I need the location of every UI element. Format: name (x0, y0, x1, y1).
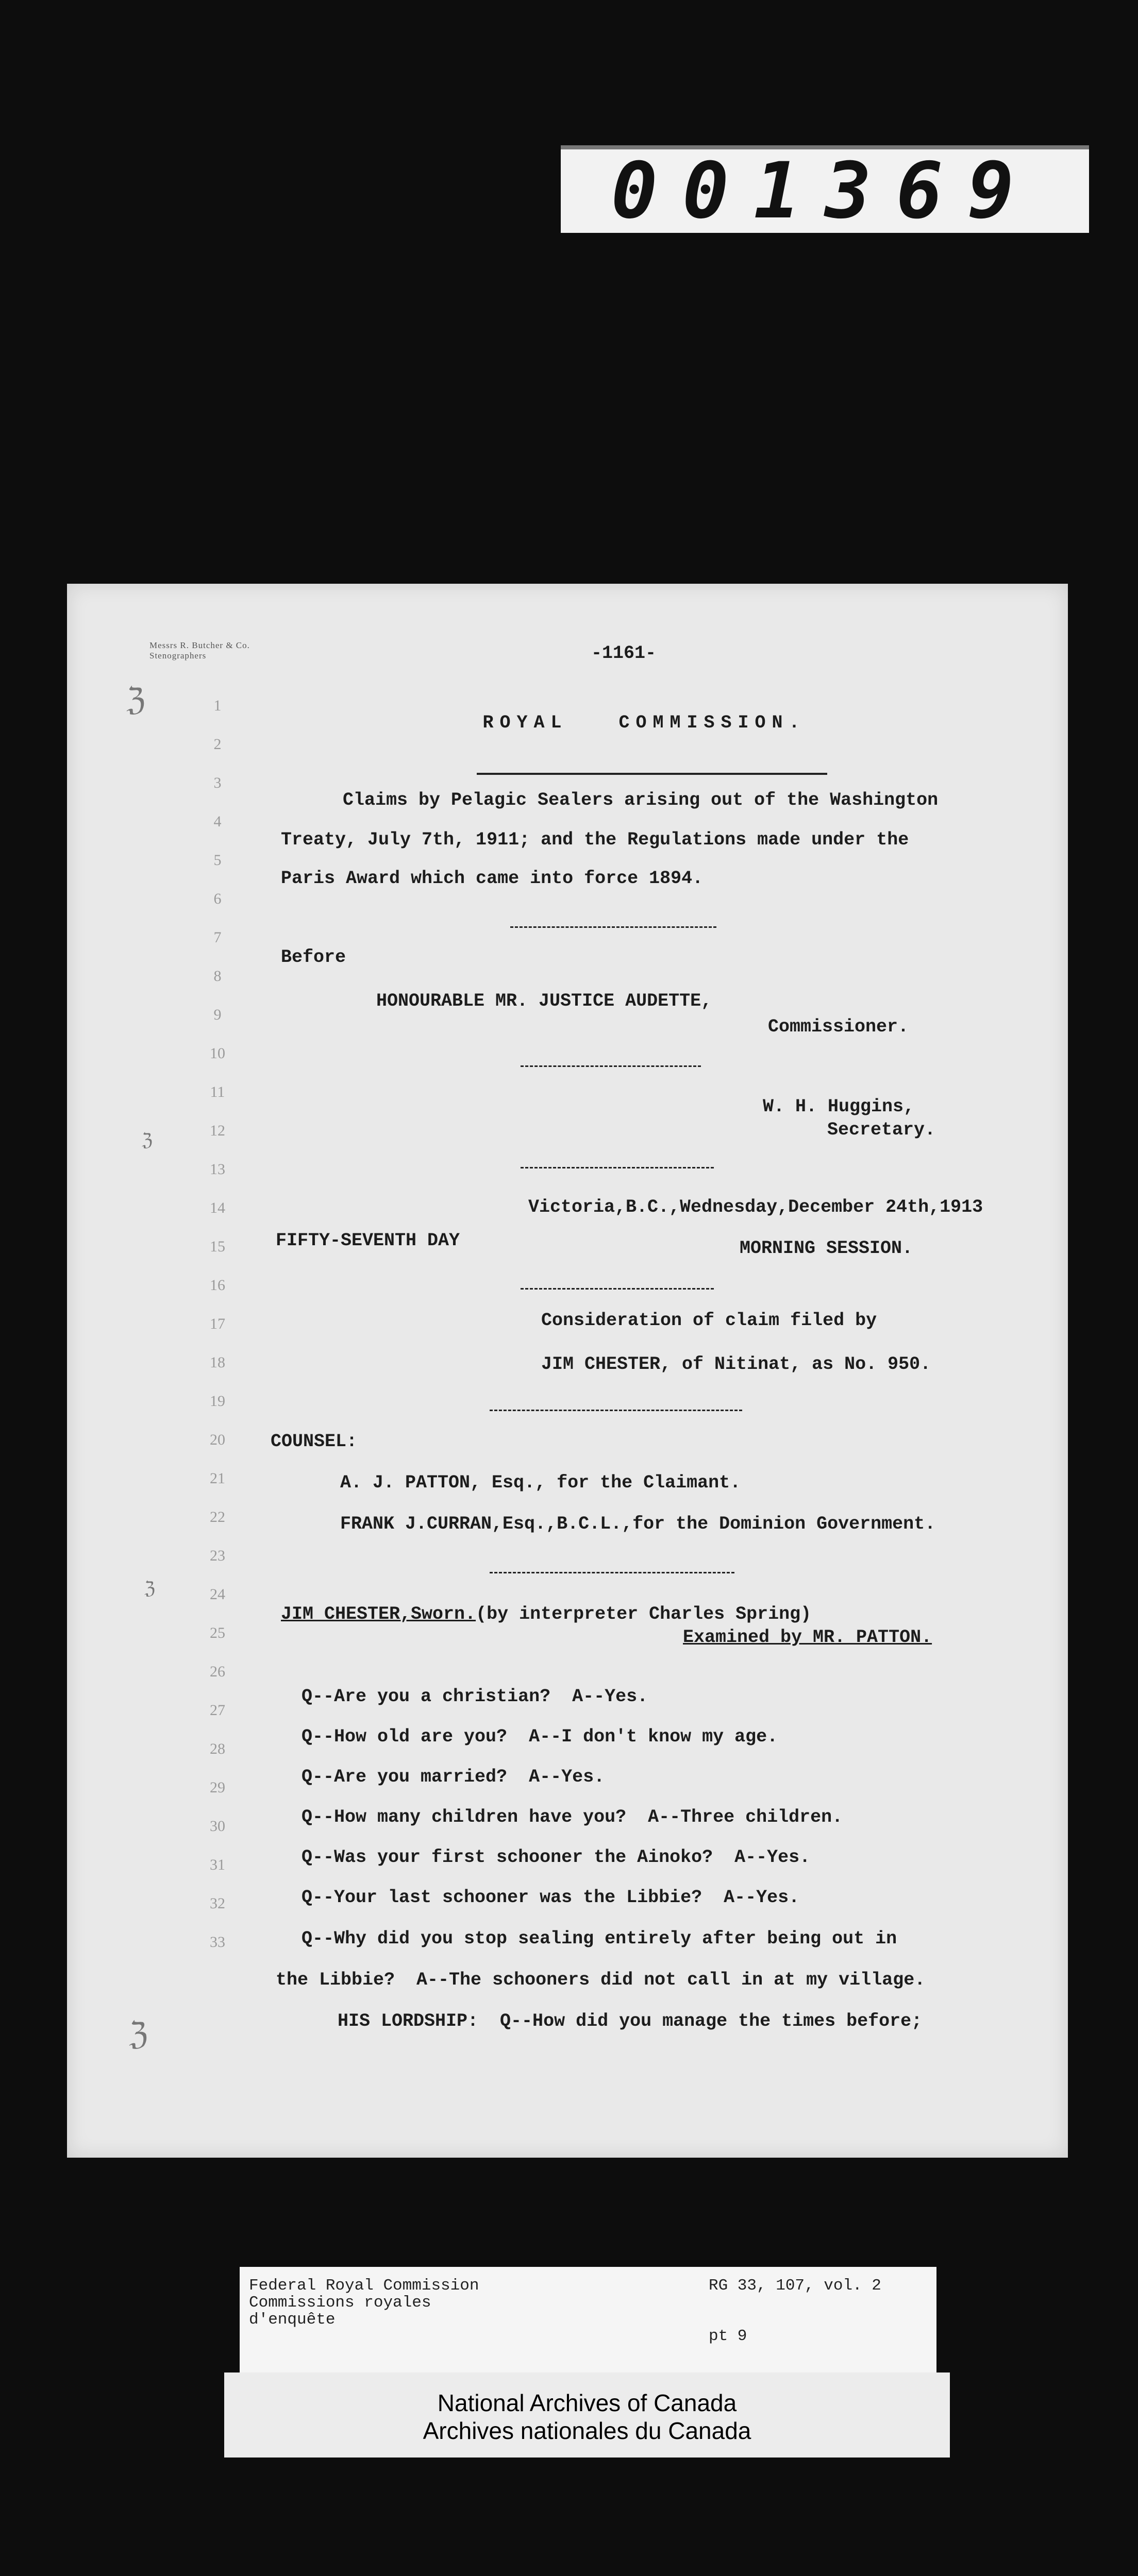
witness-line (281, 1604, 811, 1624)
line-number: 3 (213, 774, 222, 791)
archive-name-fr: Archives nationales du Canada (423, 2417, 751, 2444)
line-number: 11 (210, 1083, 225, 1100)
line-number: 2 (213, 736, 222, 753)
consideration-line: Consideration of claim filed by (541, 1310, 877, 1331)
commissioner-title: Commissioner. (768, 1016, 909, 1037)
line-number: 5 (213, 852, 222, 869)
consideration-line: JIM CHESTER, of Nitinat, as No. 950. (541, 1354, 931, 1375)
label-line: Federal Royal Commission (249, 2277, 479, 2295)
frame-number: 001369 (611, 146, 1039, 236)
line-number: 25 (210, 1624, 225, 1641)
line-number: 21 (210, 1470, 225, 1487)
line-number: 7 (213, 929, 222, 946)
dashed-separator (490, 1410, 742, 1411)
line-number: 9 (213, 1006, 222, 1023)
archive-reference: RG 33, 107, vol. 2 (709, 2277, 881, 2295)
line-number: 19 (210, 1393, 225, 1410)
dashed-separator (521, 1065, 701, 1067)
secretary-name: W. H. Huggins, (763, 1096, 915, 1117)
qa-line: Q--How many children have you? A--Three children. (302, 1807, 843, 1827)
line-number: 29 (210, 1779, 225, 1796)
document-page: Messrs R. Butcher & Co. Stenographers ℨ ℨ ℨ ℨ -1161- ROYAL COMMISSION. 1 2 3 4 5 6 7 8 9 10 11 12 13 14 15 16 17 18 19 20 21 22 23 24 25 26 27 28 29 30 31 32 33 Claims by Pelagic Sealers arising out of the Washington Treaty, July 7th, 1911; and the Regulations made under the Paris Award which came into force 1894. Before HONOURABLE MR. JUSTICE AUDETTE, Commissioner. W. H. Huggins, Secretary. Victoria,B.C.,Wednesday,December 24th,1913 FIFTY-SEVENTH DAY MORNING SESSION. Consideration of claim filed by JIM CHESTER, of Nitinat, as No. 950. COUNSEL: A. J. PATTON, Esq., for the Claimant. FRANK J.CURRAN,Esq.,B.C.L.,for the Dominion Government. JIM CHESTER,Sworn.(by interpreter Charles Spring) Examined by MR. PATTON. Q--Are you a christian? A--Yes. Q--How old are you? A--I don't know my age. Q--Are you married? A--Yes. Q--How many children have you? A--Three children. Q--Was your first schooner the Ainoko? A--Yes. Q--Your last schooner was the Libbie? A--Yes. Q--Why did you stop sealing entirely after being out in the Libbie? A--The schooners did not call in at my village. HIS LORDSHIP: Q--How did you manage the times before; (67, 584, 1068, 2158)
line-number: 32 (210, 1895, 225, 1912)
line-number: 24 (210, 1586, 225, 1603)
dashed-separator (521, 1167, 714, 1168)
line-number: 10 (210, 1045, 225, 1062)
counsel-label: COUNSEL: (271, 1431, 358, 1452)
claims-line: Paris Award which came into force 1894. (281, 868, 704, 889)
interpreter-note: (by interpreter Charles Spring) (476, 1604, 812, 1624)
dashed-separator (510, 926, 716, 928)
before-label: Before (281, 947, 346, 968)
qa-line: Q--Was your first schooner the Ainoko? A--Yes. (302, 1847, 811, 1868)
line-number: 4 (213, 813, 222, 830)
line-number: 22 (210, 1509, 225, 1526)
line-number: 17 (210, 1315, 225, 1332)
line-number: 30 (210, 1818, 225, 1835)
qa-line: Q--Are you married? A--Yes. (302, 1767, 605, 1787)
judge-name: HONOURABLE MR. JUSTICE AUDETTE, (376, 991, 712, 1011)
margin-hole-mark: ℨ (129, 2016, 148, 2052)
line-number: 27 (210, 1702, 225, 1719)
line-number: 26 (210, 1663, 225, 1680)
qa-line: Q--Are you a christian? A--Yes. (302, 1686, 648, 1707)
counsel-entry: A. J. PATTON, Esq., for the Claimant. (340, 1472, 741, 1493)
claims-line: Claims by Pelagic Sealers arising out of the Washington (343, 790, 939, 810)
line-number: 12 (210, 1122, 225, 1139)
archive-name-en: National Archives of Canada (437, 2389, 737, 2416)
line-number: 28 (210, 1740, 225, 1757)
stenographer-stamp (149, 640, 250, 661)
label-line: Commissions royales (249, 2294, 431, 2312)
margin-hole-mark: ℨ (144, 1578, 155, 1599)
line-number: 8 (213, 968, 222, 985)
line-number: 20 (210, 1431, 225, 1448)
qa-line: Q--How old are you? A--I don't know my age. (302, 1726, 778, 1747)
counsel-entry: FRANK J.CURRAN,Esq.,B.C.L.,for the Dominion Government. (340, 1514, 936, 1534)
day-label: FIFTY-SEVENTH DAY (276, 1230, 460, 1251)
line-number: 33 (210, 1934, 225, 1951)
claims-line: Treaty, July 7th, 1911; and the Regulations made under the (281, 829, 909, 850)
label-line: d'enquête (249, 2311, 336, 2329)
qa-line: the Libbie? A--The schooners did not call in at my village. (276, 1970, 926, 1990)
line-number: 6 (213, 890, 222, 907)
qa-line: Q--Why did you stop sealing entirely after being out in (302, 1928, 897, 1949)
stamp-line: Messrs R. Butcher & Co. (149, 640, 250, 650)
frame-number-strip (561, 145, 1089, 236)
line-number: 15 (210, 1238, 225, 1255)
archive-reference-label (240, 2267, 936, 2375)
line-number: 1 (213, 697, 222, 714)
line-number: 16 (210, 1277, 225, 1294)
qa-line: HIS LORDSHIP: Q--How did you manage the times before; (338, 2011, 923, 2031)
line-number: 14 (210, 1199, 225, 1216)
witness-name: JIM CHESTER,Sworn. (281, 1604, 476, 1624)
dashed-separator (521, 1288, 714, 1290)
place-date: Victoria,B.C.,Wednesday,December 24th,1913 (528, 1197, 983, 1217)
line-number: 18 (210, 1354, 225, 1371)
session-label: MORNING SESSION. (740, 1238, 913, 1259)
margin-hole-mark: ℨ (142, 1130, 153, 1150)
line-number: 13 (210, 1161, 225, 1178)
title-rule (477, 773, 827, 775)
stamp-line: Stenographers (149, 651, 207, 660)
qa-line: Q--Your last schooner was the Libbie? A--Yes. (302, 1887, 800, 1908)
dashed-separator (490, 1572, 734, 1573)
line-number: 31 (210, 1856, 225, 1873)
line-number: 23 (210, 1547, 225, 1564)
examined-by: Examined by MR. PATTON. (683, 1627, 932, 1648)
archive-name-label (224, 2372, 950, 2458)
secretary-title: Secretary. (827, 1120, 936, 1140)
margin-hole-mark: ℨ (126, 682, 145, 718)
archive-part: pt 9 (709, 2327, 747, 2345)
